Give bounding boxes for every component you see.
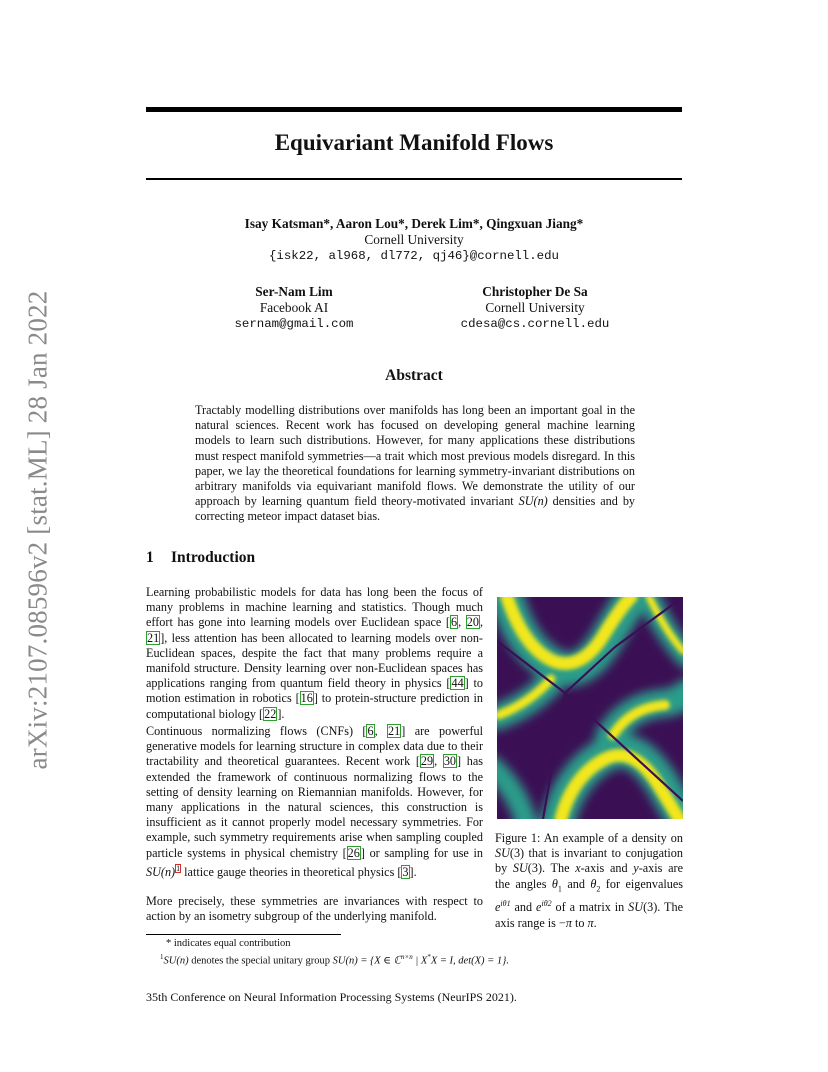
citation-link[interactable]: 44: [451, 676, 464, 691]
footnote-link[interactable]: 1: [176, 863, 181, 873]
footnote-1: [160, 951, 509, 968]
text: lattice gauge theories in theoretical physics [: [181, 864, 402, 879]
text: for eigenvalues: [600, 876, 683, 891]
superscript: *: [427, 953, 431, 961]
paper-title: Equivariant Manifold Flows: [274, 130, 554, 155]
section-title: Introduction: [171, 549, 256, 566]
text: -axis and: [580, 861, 634, 876]
math: θ: [590, 876, 597, 891]
superscript: iθ1: [500, 899, 511, 909]
text: ] to motion estimation in robotics [: [146, 676, 483, 706]
citation-link[interactable]: 3: [402, 864, 409, 879]
author-email: sernam@gmail.com: [234, 317, 354, 331]
citation-link[interactable]: 6: [451, 615, 458, 630]
author-block-primary: [146, 216, 682, 264]
math-sun: SU(n): [518, 494, 548, 509]
math: SU(n): [163, 955, 189, 967]
math: x: [575, 861, 581, 876]
superscript: n×n: [401, 953, 413, 961]
conference-footer: 35th Conference on Neural Information Processing Systems (NeurIPS 2021).: [146, 990, 517, 1004]
text: ].: [277, 706, 285, 721]
author-block-lim: [214, 284, 374, 332]
author-name: Ser-Nam Lim: [255, 284, 333, 299]
author-email: cdesa@cs.cornell.edu: [460, 317, 610, 331]
text: and: [510, 900, 537, 915]
text: ,: [458, 615, 466, 630]
author-name: Christopher De Sa: [482, 284, 588, 299]
text: denotes the special unitary group: [188, 955, 333, 967]
figure-caption: [495, 831, 683, 931]
citation-link[interactable]: 21: [147, 630, 160, 645]
text: of a matrix in: [551, 900, 629, 915]
text: ] or sampling for use in: [360, 845, 483, 860]
text: .: [593, 915, 597, 930]
text: ] are powerful generative models for learning structure in complex data due to their tractability and theoretical guarantees. Recent work [: [146, 724, 484, 769]
math: θ: [551, 876, 558, 891]
text: (3). The axis range is −: [495, 900, 683, 930]
section-heading: [146, 549, 255, 567]
text: to: [571, 915, 588, 930]
math: SU: [495, 846, 510, 861]
subscript: 2: [596, 884, 601, 894]
intro-paragraph-3: More precisely, these symmetries are invariances with respect to action by an isometry subgroup of the underlying manifold.: [146, 894, 483, 924]
title-top-rule: [146, 107, 682, 112]
footnote-rule: [146, 934, 341, 935]
text: ], less attention has been allocated to learning models over non-Euclidean spaces, despite the fact that many problems require a manifold structure. Density learning over non-Euclidean spaces has applications ranging from quantum field theory in physics [: [146, 630, 483, 691]
citation-link[interactable]: 30: [443, 754, 457, 769]
text: ] to protein-structure prediction in computational biology [: [146, 691, 483, 721]
text: * indicates equal contribution: [166, 938, 291, 949]
author-block-desa: [430, 284, 640, 332]
intro-paragraph-1: [146, 585, 483, 722]
density-heatmap: [497, 597, 683, 819]
math: e: [536, 900, 542, 915]
abstract-text: Tractably modelling distributions over manifolds has long been an important goal in the natural sciences. Recent work has focused on developing general machine learning models to learn such distributions. However, for many applications these distributions must respect manifold symmetries—a trait which most previous models disregard. In this paper, we lay the theoretical foundations for learning symmetry-invariant distributions on arbitrary manifolds via equivariant manifold flows. We demonstrate the utility of our approach by learning quantum field theory-motivated invariant: [195, 403, 635, 509]
author-affiliation: Cornell University: [485, 300, 585, 315]
abstract-text-end: densities and by correcting meteor impact dataset bias.: [195, 494, 636, 524]
text: ,: [434, 754, 443, 769]
math: X = I, det(X) = 1}.: [430, 955, 509, 967]
citation-link[interactable]: 22: [264, 706, 277, 721]
abstract-heading: Abstract: [385, 367, 443, 384]
math-sun: SU(n): [146, 864, 176, 879]
author-emails: {isk22, al968, dl772, qj46}@cornell.edu: [269, 249, 559, 263]
footnote-mark: 1: [160, 953, 164, 961]
text: Continuous normalizing flows (CNFs) [: [146, 724, 367, 738]
text: An example of a density on: [540, 831, 683, 845]
math: y: [633, 861, 639, 876]
math: | X: [412, 955, 428, 967]
footnote-equal-contribution: [166, 937, 291, 950]
text: ].: [409, 864, 417, 879]
citation-link[interactable]: 29: [420, 754, 434, 769]
section-number: 1: [146, 549, 154, 566]
text: ,: [479, 615, 483, 630]
text: and: [561, 876, 591, 891]
text: -axis are the angles: [495, 861, 683, 891]
arxiv-stamp: arXiv:2107.08596v2 [stat.ML] 28 Jan 2022: [22, 290, 53, 770]
subscript: 1: [557, 884, 562, 894]
citation-link[interactable]: 21: [388, 724, 401, 738]
math: e: [495, 900, 501, 915]
title-bottom-rule: [146, 178, 682, 180]
abstract-body: [195, 403, 635, 525]
intro-paragraph-2: [146, 724, 483, 880]
math: π: [587, 915, 594, 930]
math: SU(n) = {X ∈ ℂ: [332, 955, 402, 967]
math: SU: [628, 900, 644, 915]
math: π: [565, 915, 572, 930]
text: Learning probabilistic models for data has long been the focus of many problems in machine learning and statistics. Though much effort has gone into learning models over Euclidean space [: [146, 585, 483, 630]
caption-label: Figure 1:: [495, 831, 541, 845]
text: (3) that is invariant to conjugation by: [495, 846, 683, 876]
author-affiliation: Cornell University: [364, 232, 464, 247]
figure-density-plot: [497, 597, 683, 819]
superscript: iθ2: [541, 899, 552, 909]
text: ,: [374, 724, 388, 738]
text: ] has extended the framework of continuous normalizing flows to the setting of density learning on Riemannian manifolds. However, for many applications in the natural sciences, this construction is insufficient as it cannot properly model necessary symmetries. For example, such symmetry requirements arise when sampling coupled particle systems in physical chemistry [: [146, 754, 483, 860]
citation-link[interactable]: 16: [300, 691, 313, 706]
citation-link[interactable]: 6: [367, 724, 374, 738]
text: (3). The: [527, 861, 576, 876]
citation-link[interactable]: 26: [347, 845, 360, 860]
citation-link[interactable]: 20: [466, 615, 479, 630]
author-affiliation: Facebook AI: [259, 300, 329, 315]
author-names: Isay Katsman*, Aaron Lou*, Derek Lim*, Qingxuan Jiang*: [244, 216, 584, 231]
math: SU: [512, 861, 528, 876]
